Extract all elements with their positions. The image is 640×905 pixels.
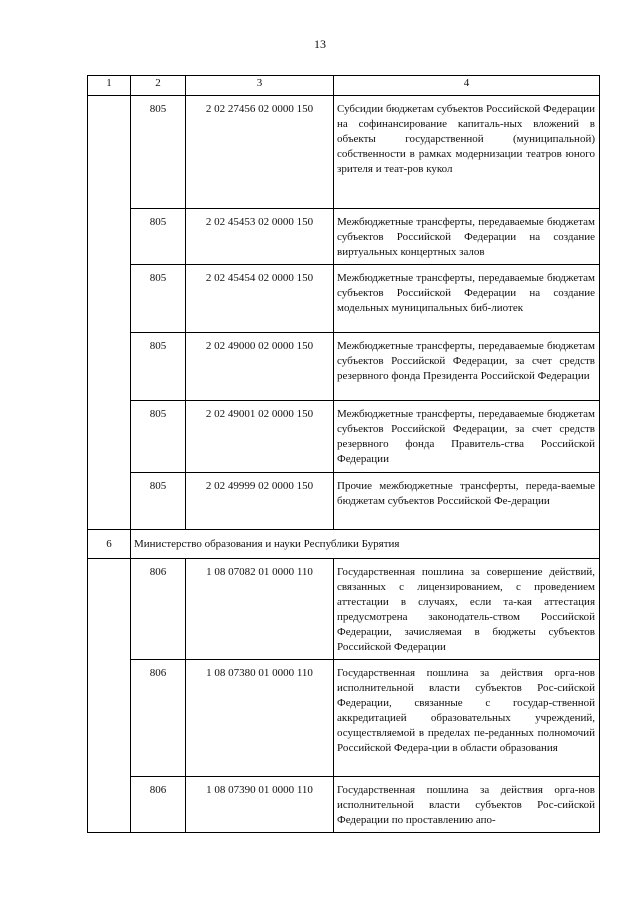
admin-code: 805 <box>131 401 186 473</box>
revenue-description: Государственная пошлина за совершение действий, связанных с лицензированием, с проведением аттестации в случаях, если та-кая аттестация предусмотрена законодатель-ством Российской Федерации, зачисляемая в бюджеты субъектов Российской Федерации <box>334 559 600 660</box>
admin-code: 806 <box>131 559 186 660</box>
table-row <box>88 265 600 333</box>
budget-codes-table <box>87 75 600 833</box>
revenue-code: 2 02 45453 02 0000 150 <box>186 209 334 265</box>
revenue-description: Межбюджетные трансферты, передаваемые бюджетам субъектов Российской Федерации, за счет средств резервного фонда Правитель-ства Российской Федерации <box>334 401 600 473</box>
revenue-code: 2 02 49001 02 0000 150 <box>186 401 334 473</box>
revenue-code: 2 02 27456 02 0000 150 <box>186 96 334 209</box>
revenue-description: Государственная пошлина за действия орга-нов исполнительной власти субъектов Рос-сийской Федерации, связанные с государ-ственной аккредитацией образовательных учреждений, осуществляемой в пределах пе-реданных полномочий Российской Федера-ции в области образования <box>334 660 600 777</box>
column-header-row <box>88 76 600 96</box>
revenue-description: Межбюджетные трансферты, передаваемые бюджетам субъектов Российской Федерации на создание модельных муниципальных биб-лиотек <box>334 265 600 333</box>
revenue-description: Прочие межбюджетные трансферты, переда-ваемые бюджетам субъектов Российской Фе-дерации <box>334 473 600 530</box>
admin-code: 806 <box>131 660 186 777</box>
group-index-cell <box>88 559 131 833</box>
ministry-name: Министерство образования и науки Республики Бурятия <box>131 530 600 559</box>
revenue-code: 2 02 49999 02 0000 150 <box>186 473 334 530</box>
revenue-code: 1 08 07380 01 0000 110 <box>186 660 334 777</box>
table-row <box>88 777 600 833</box>
admin-code: 805 <box>131 473 186 530</box>
column-header: 3 <box>186 76 334 96</box>
revenue-code: 2 02 49000 02 0000 150 <box>186 333 334 401</box>
table-row <box>88 209 600 265</box>
admin-code: 805 <box>131 209 186 265</box>
revenue-description: Межбюджетные трансферты, передаваемые бюджетам субъектов Российской Федерации, за счет средств резервного фонда Президента Российской Федерации <box>334 333 600 401</box>
admin-code: 805 <box>131 265 186 333</box>
page-number: 13 <box>314 37 326 51</box>
ministry-row <box>88 530 600 559</box>
ministry-index: 6 <box>88 530 131 559</box>
revenue-code: 1 08 07082 01 0000 110 <box>186 559 334 660</box>
table-row <box>88 401 600 473</box>
admin-code: 806 <box>131 777 186 833</box>
revenue-description: Межбюджетные трансферты, передаваемые бюджетам субъектов Российской Федерации на создание виртуальных концертных залов <box>334 209 600 265</box>
revenue-code: 1 08 07390 01 0000 110 <box>186 777 334 833</box>
table-row <box>88 333 600 401</box>
column-header: 1 <box>88 76 131 96</box>
admin-code: 805 <box>131 96 186 209</box>
table-row <box>88 473 600 530</box>
group-index-cell <box>88 96 131 530</box>
revenue-description: Субсидии бюджетам субъектов Российской Федерации на софинансирование капиталь-ных вложений в объекты государственной (муниципальной) собственности в рамках модернизации театров юного зрителя и теат-ров кукол <box>334 96 600 209</box>
revenue-description: Государственная пошлина за действия орга-нов исполнительной власти субъектов Рос-сийской Федерации по проставлению апо- <box>334 777 600 833</box>
admin-code: 805 <box>131 333 186 401</box>
table-row <box>88 559 600 660</box>
column-header: 2 <box>131 76 186 96</box>
table-row <box>88 96 600 209</box>
revenue-code: 2 02 45454 02 0000 150 <box>186 265 334 333</box>
column-header: 4 <box>334 76 600 96</box>
table-row <box>88 660 600 777</box>
